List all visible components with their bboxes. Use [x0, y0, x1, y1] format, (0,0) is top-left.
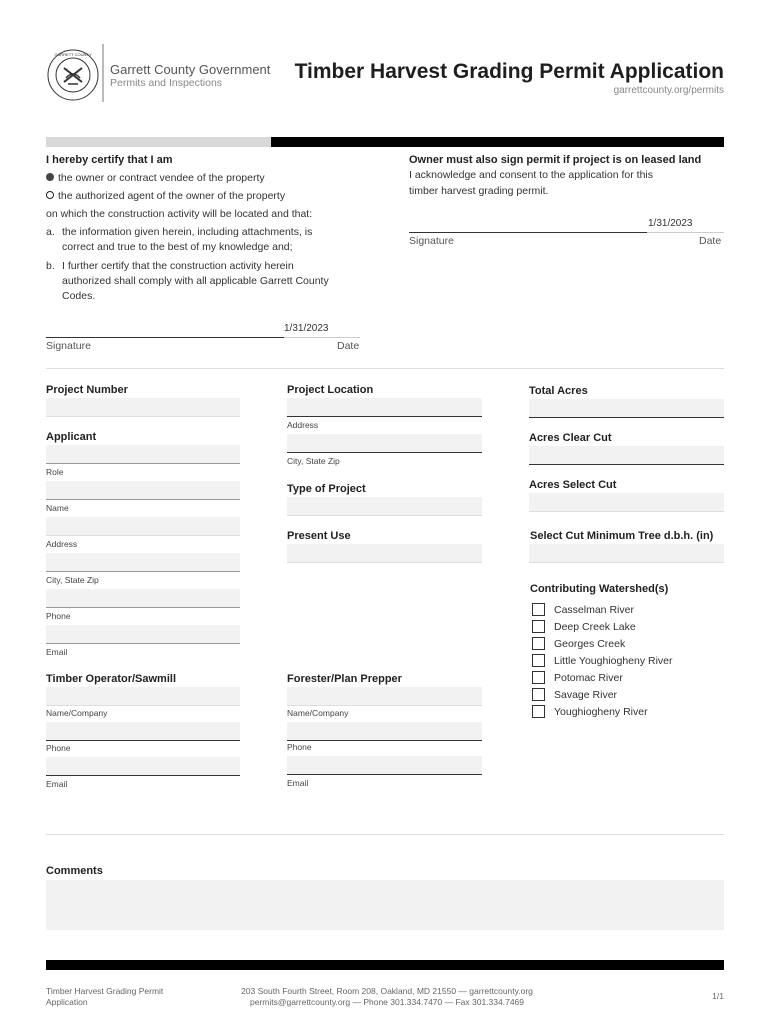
forester-email-input[interactable]: [287, 756, 482, 775]
acres-clear-cut-input[interactable]: [529, 446, 724, 465]
operator-phone-input[interactable]: [46, 722, 240, 741]
certify-a-line2: correct and true to the best of my knowledge and;: [62, 241, 293, 253]
applicant-role-label: Role: [46, 467, 64, 477]
total-acres-label: Total Acres: [529, 385, 588, 397]
checkbox[interactable]: [532, 671, 545, 684]
certify-a-line1: the information given herein, including attachments, is: [62, 226, 313, 238]
owner-line2: timber harvest grading permit.: [409, 185, 549, 197]
applicant-address-label: Address: [46, 539, 78, 549]
min-tree-dbh-label: Select Cut Minimum Tree d.b.h. (in): [530, 530, 714, 542]
certify-option-owner[interactable]: the owner or contract vendee of the property: [46, 172, 265, 184]
page-number: 1/1: [712, 991, 724, 1001]
owner-heading: Owner must also sign permit if project is on leased land: [409, 154, 702, 166]
certify-b-marker: b.: [46, 260, 55, 272]
applicant-address-input[interactable]: [46, 517, 240, 536]
org-name: Garrett County Government: [110, 62, 271, 77]
certify-a-marker: a.: [46, 226, 55, 238]
county-seal-logo: [46, 48, 100, 102]
watershed-item[interactable]: Georges Creek: [532, 635, 625, 653]
top-band-grey: [46, 137, 271, 147]
checkbox[interactable]: [532, 688, 545, 701]
applicant-city-input[interactable]: [46, 553, 240, 572]
certify-heading: I hereby certify that I am: [46, 154, 173, 166]
footer-contact: 203 South Fourth Street, Room 208, Oakland, MD 21550 — garrettcounty.org permits@garrettcounty.org — Phone 301.334.7470 — Fax 301.334.7469: [241, 986, 533, 1007]
header-url[interactable]: garrettcounty.org/permits: [613, 85, 724, 96]
certify-b-line1: I further certify that the construction activity herein: [62, 260, 294, 272]
operator-phone-label: Phone: [46, 743, 71, 753]
applicant-phone-label: Phone: [46, 611, 71, 621]
operator-name-input[interactable]: [46, 687, 240, 706]
applicant-email-label: Email: [46, 647, 68, 657]
watershed-heading: Contributing Watershed(s): [530, 583, 669, 595]
acres-select-cut-input[interactable]: [529, 493, 724, 512]
radio-selected-icon[interactable]: [46, 173, 54, 181]
certify-option-agent[interactable]: the authorized agent of the owner of the property: [46, 190, 285, 202]
section-divider: [46, 368, 724, 369]
certify-date-line[interactable]: [284, 337, 360, 338]
watershed-item[interactable]: Deep Creek Lake: [532, 618, 636, 636]
dept-name: Permits and Inspections: [110, 77, 223, 89]
watershed-item[interactable]: Casselman River: [532, 601, 634, 619]
comments-heading: Comments: [46, 865, 103, 877]
applicant-name-input[interactable]: [46, 481, 240, 500]
footer-band: [46, 960, 724, 970]
applicant-heading: Applicant: [46, 431, 97, 443]
owner-signature-label: Signature: [409, 235, 454, 247]
watershed-item[interactable]: Little Youghiogheny River: [532, 652, 673, 670]
project-address-input[interactable]: [287, 398, 482, 417]
owner-date-value[interactable]: 1/31/2023: [648, 218, 693, 229]
project-location-label: Project Location: [287, 384, 374, 396]
certify-signature-line[interactable]: [46, 337, 284, 338]
watershed-item[interactable]: Savage River: [532, 686, 617, 704]
certify-intro: on which the construction activity will be located and that:: [46, 208, 313, 220]
applicant-city-label: City, State Zip: [46, 575, 99, 585]
certify-date-label: Date: [337, 340, 360, 352]
page-title: Timber Harvest Grading Permit Application: [294, 60, 724, 83]
forester-email-label: Email: [287, 778, 309, 788]
comments-textarea[interactable]: [46, 880, 724, 930]
project-address-label: Address: [287, 420, 319, 430]
section-divider: [46, 834, 724, 835]
owner-date-label: Date: [699, 235, 722, 247]
forester-heading: Forester/Plan Prepper: [287, 673, 402, 685]
owner-date-line[interactable]: [647, 232, 724, 233]
present-use-input[interactable]: [287, 544, 482, 563]
acres-select-cut-label: Acres Select Cut: [529, 479, 617, 491]
acres-clear-cut-label: Acres Clear Cut: [529, 432, 612, 444]
checkbox[interactable]: [532, 654, 545, 667]
checkbox[interactable]: [532, 705, 545, 718]
svg-text:GARRETT COUNTY: GARRETT COUNTY: [54, 52, 92, 57]
watershed-item[interactable]: Potomac River: [532, 669, 623, 687]
certify-signature-label: Signature: [46, 340, 91, 352]
applicant-phone-input[interactable]: [46, 589, 240, 608]
operator-name-label: Name/Company: [46, 708, 108, 718]
forester-phone-label: Phone: [287, 742, 312, 752]
operator-heading: Timber Operator/Sawmill: [46, 673, 177, 685]
project-city-input[interactable]: [287, 434, 482, 453]
footer-doc-title: Timber Harvest Grading Permit Application: [46, 986, 164, 1007]
checkbox[interactable]: [532, 637, 545, 650]
applicant-name-label: Name: [46, 503, 69, 513]
checkbox[interactable]: [532, 620, 545, 633]
operator-email-label: Email: [46, 779, 68, 789]
present-use-label: Present Use: [287, 530, 351, 542]
certify-b-line2: authorized shall comply with all applicable Garrett County: [62, 275, 329, 287]
header-divider: [102, 44, 104, 102]
checkbox[interactable]: [532, 603, 545, 616]
forester-name-label: Name/Company: [287, 708, 349, 718]
applicant-email-input[interactable]: [46, 625, 240, 644]
owner-signature-line[interactable]: [409, 232, 647, 233]
owner-line1: I acknowledge and consent to the application for this: [409, 169, 653, 181]
radio-empty-icon[interactable]: [46, 191, 54, 199]
min-tree-dbh-input[interactable]: [529, 544, 724, 563]
forester-name-input[interactable]: [287, 687, 482, 706]
operator-email-input[interactable]: [46, 757, 240, 776]
project-number-label: Project Number: [46, 384, 128, 396]
type-of-project-label: Type of Project: [287, 483, 366, 495]
forester-phone-input[interactable]: [287, 722, 482, 741]
type-of-project-input[interactable]: [287, 497, 482, 516]
certify-b-line3: Codes.: [62, 290, 96, 302]
total-acres-input[interactable]: [529, 399, 724, 418]
top-band-black: [271, 137, 724, 147]
applicant-role-input[interactable]: [46, 445, 240, 464]
certify-date-value[interactable]: 1/31/2023: [284, 323, 329, 334]
watershed-item[interactable]: Youghiogheny River: [532, 703, 648, 721]
project-number-input[interactable]: [46, 398, 240, 417]
project-city-label: City, State Zip: [287, 456, 340, 466]
